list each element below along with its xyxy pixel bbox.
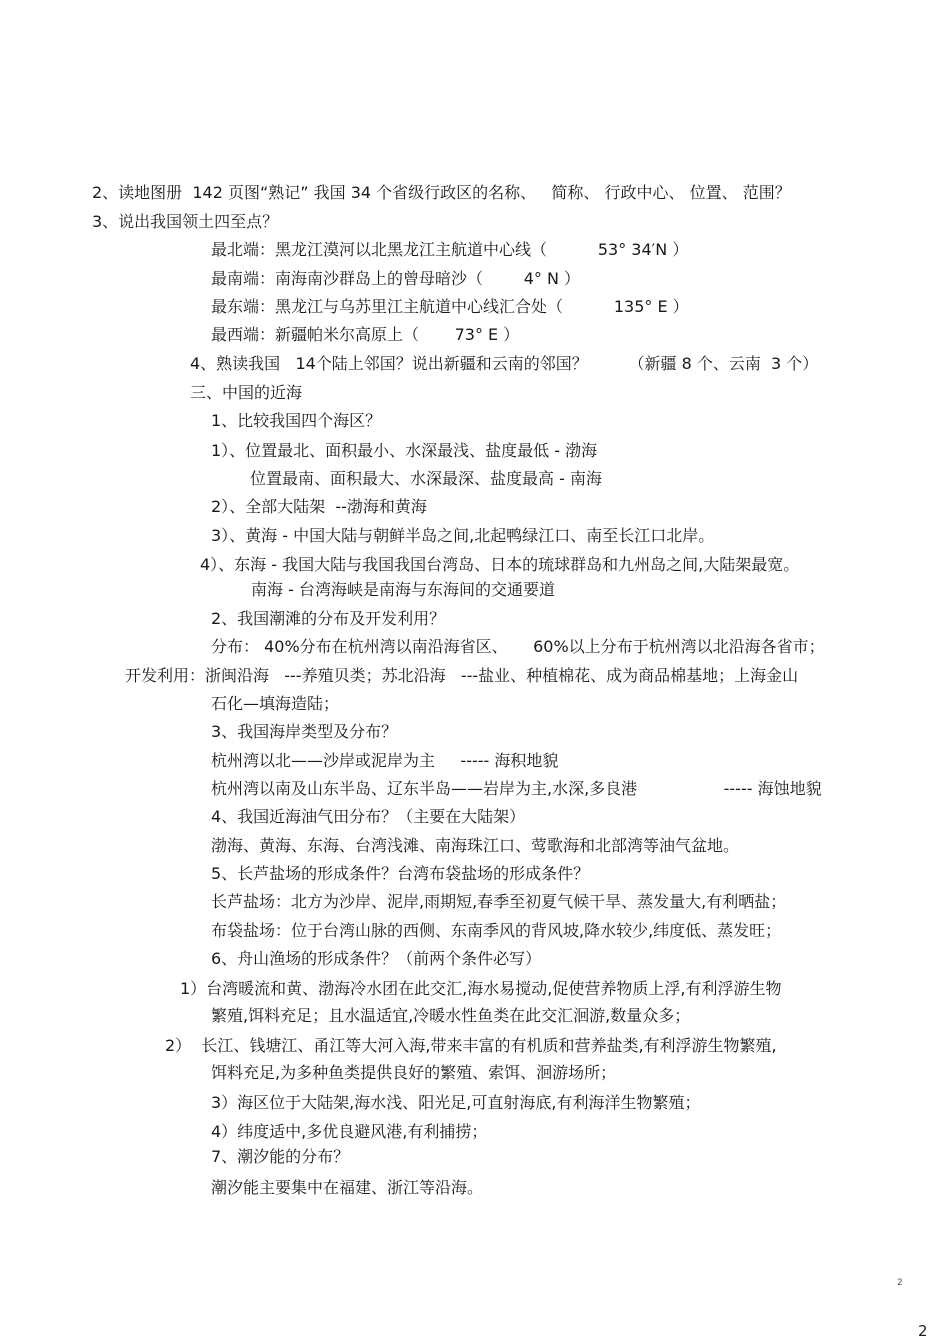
page-number-small: 2 — [897, 1278, 903, 1288]
text-line-10: 1）、位置最北、面积最小、水深最浅、盐度最低 - 渤海 — [211, 441, 598, 460]
text-line-30: 繁殖,饵料充足；且水温适宜,冷暖水性鱼类在此交汇洄游,数量众多； — [211, 1006, 691, 1025]
text-line-19: 石化—填海造陆； — [211, 694, 340, 713]
text-line-8: 三、中国的近海 — [190, 383, 303, 402]
text-line-2: 3、说出我国领土四至点？ — [92, 212, 279, 231]
text-line-33: 3）海区位于大陆架,海水浅、阳光足,可直射海底,有利海洋生物繁殖； — [211, 1093, 701, 1112]
text-line-25: 5、长芦盐场的形成条件？台湾布袋盐场的形成条件？ — [211, 864, 590, 883]
text-line-20: 3、我国海岸类型及分布？ — [211, 722, 398, 741]
text-line-5: 最东端：黑龙江与乌苏里江主航道中心线汇合处（ 135° E ） — [211, 297, 689, 316]
text-line-15: 南海 - 台湾海峡是南海与东海间的交通要道 — [251, 580, 555, 599]
text-line-18: 开发利用：浙闽沿海 ---养殖贝类；苏北沿海 ---盐业、种植棉花、成为商品棉基地；上海金山 — [125, 666, 799, 685]
text-line-27: 布袋盐场：位于台湾山脉的西侧、东南季风的背风坡,降水较少,纬度低、蒸发旺； — [211, 921, 782, 940]
text-line-11: 位置最南、面积最大、水深最深、盐度最高 - 南海 — [250, 469, 602, 488]
text-line-17: 分布： 40%分布在杭州湾以南沿海省区、 60%以上分布于杭州湾以北沿海各省市； — [211, 637, 825, 656]
text-line-31: 2） 长江、钱塘江、甬江等大河入海,带来丰富的有机质和营养盐类,有利浮游生物繁殖, — [165, 1036, 777, 1055]
text-line-22: 杭州湾以南及山东半岛、辽东半岛——岩岸为主,水深,多良港 ----- 海蚀地貌 — [211, 779, 822, 798]
text-line-4: 最南端：南海南沙群岛上的曾母暗沙（ 4° N ） — [211, 269, 581, 288]
text-line-24: 渤海、黄海、东海、台湾浅滩、南海珠江口、莺歌海和北部湾等油气盆地。 — [211, 836, 740, 855]
text-line-7: 4、熟读我国 14个陆上邻国？说出新疆和云南的邻国？ （新疆 8 个、云南 3 个） — [190, 354, 819, 373]
text-line-32: 饵料充足,为多种鱼类提供良好的繁殖、索饵、洄游场所； — [211, 1063, 617, 1082]
text-line-14: 4）、东海 - 我国大陆与我国我国台湾岛、日本的琉球群岛和九州岛之间,大陆架最宽。 — [200, 555, 800, 574]
text-line-21: 杭州湾以北——沙岸或泥岸为主 ----- 海积地貌 — [211, 751, 559, 770]
text-line-9: 1、比较我国四个海区？ — [211, 411, 382, 430]
text-line-3: 最北端：黑龙江漠河以北黑龙江主航道中心线（ 53° 34′N ） — [211, 240, 689, 259]
text-line-34: 4）纬度适中,多优良避风港,有利捕捞； — [211, 1122, 488, 1141]
text-line-23: 4、我国近海油气田分布？（主要在大陆架） — [211, 807, 526, 826]
text-line-12: 2）、全部大陆架 --渤海和黄海 — [211, 497, 427, 516]
text-line-1: 2、读地图册 142 页图“熟记” 我国 34 个省级行政区的名称、 简称、 行政中心、 位置、 范围？ — [92, 183, 791, 202]
text-line-13: 3）、黄海 - 中国大陆与朝鲜半岛之间,北起鸭绿江口、南至长江口北岸。 — [211, 526, 715, 545]
text-line-35: 7、潮汐能的分布？ — [211, 1147, 350, 1166]
page-number: 2 — [918, 1322, 928, 1340]
text-line-29: 1）台湾暖流和黄、渤海冷水团在此交汇,海水易搅动,促使营养物质上浮,有利浮游生物 — [180, 979, 782, 998]
text-line-28: 6、舟山渔场的形成条件？（前两个条件必写） — [211, 949, 542, 968]
text-line-16: 2、我国潮滩的分布及开发利用？ — [211, 609, 446, 628]
text-line-26: 长芦盐场：北方为沙岸、泥岸,雨期短,春季至初夏气候干旱、蒸发量大,有利晒盐； — [211, 892, 787, 911]
text-line-6: 最西端：新疆帕米尔高原上（ 73° E ） — [211, 325, 520, 344]
text-line-36: 潮汐能主要集中在福建、浙江等沿海。 — [211, 1178, 484, 1197]
